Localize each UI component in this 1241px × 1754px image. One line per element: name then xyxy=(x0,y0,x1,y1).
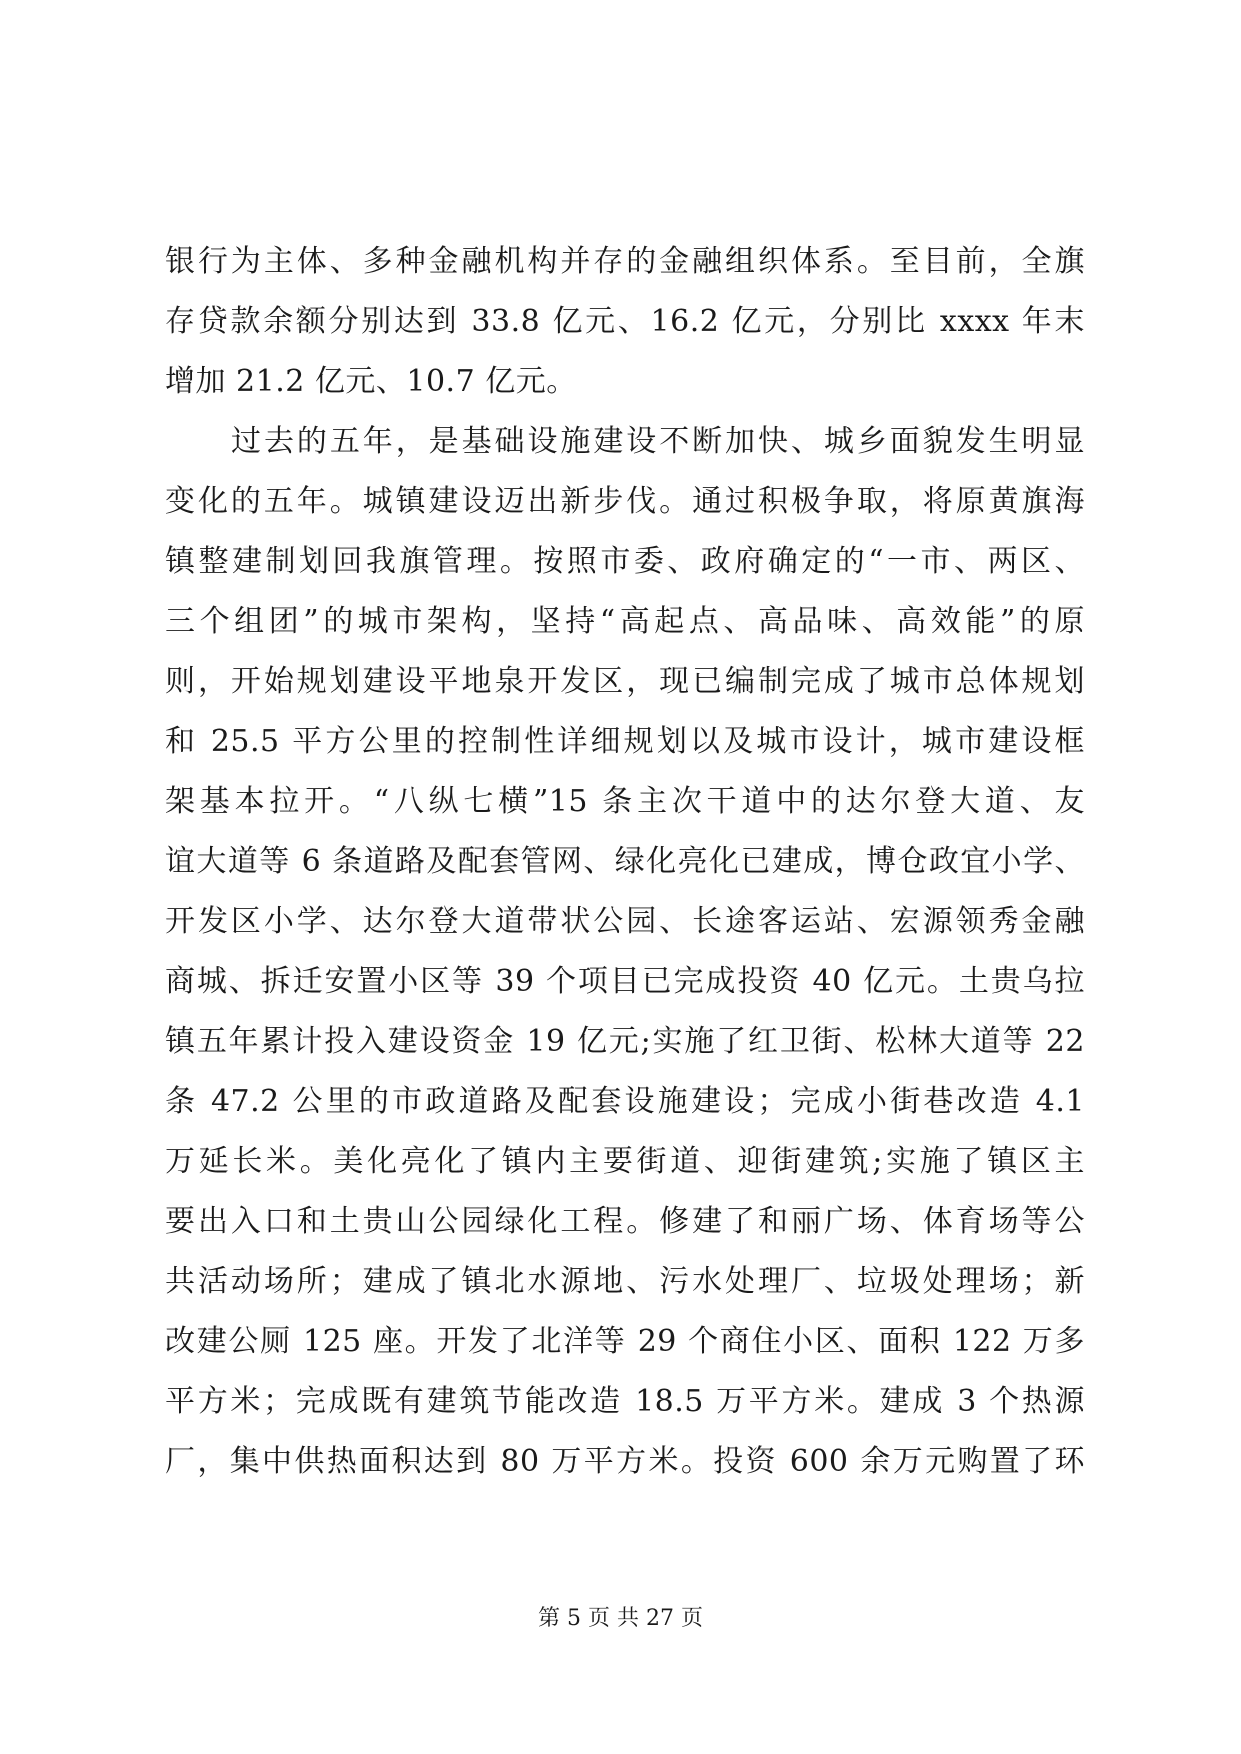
text-line: 开发区小学、达尔登大道带状公园、长途客运站、宏源领秀金融 xyxy=(165,904,1085,939)
text-line: 改建公厕 125 座。开发了北洋等 29 个商住小区、面积 122 万多 xyxy=(165,1324,1085,1359)
text-line: 万延长米。美化亮化了镇内主要街道、迎街建筑;实施了镇区主 xyxy=(165,1144,1085,1179)
text-line: 共活动场所；建成了镇北水源地、污水处理厂、垃圾处理场；新 xyxy=(165,1264,1085,1299)
body-text xyxy=(165,232,1085,1492)
text-line: 增加 21.2 亿元、10.7 亿元。 xyxy=(165,364,577,399)
text-line: 则，开始规划建设平地泉开发区，现已编制完成了城市总体规划 xyxy=(165,664,1085,699)
text-line: 条 47.2 公里的市政道路及配套设施建设；完成小街巷改造 4.1 xyxy=(165,1084,1085,1119)
page-footer: 第 5 页 共 27 页 xyxy=(538,1606,703,1631)
text-line: 要出入口和土贵山公园绿化工程。修建了和丽广场、体育场等公 xyxy=(165,1204,1085,1239)
text-line: 平方米；完成既有建筑节能改造 18.5 万平方米。建成 3 个热源 xyxy=(165,1384,1085,1419)
paragraph-start-line: 过去的五年，是基础设施建设不断加快、城乡面貌发生明显 xyxy=(231,424,1085,459)
text-line: 和 25.5 平方公里的控制性详细规划以及城市设计，城市建设框 xyxy=(165,724,1085,759)
text-line: 镇整建制划回我旗管理。按照市委、政府确定的“一市、两区、 xyxy=(165,544,1085,579)
text-line: 存贷款余额分别达到 33.8 亿元、16.2 亿元，分别比 xxxx 年末 xyxy=(165,304,1085,339)
text-line: 镇五年累计投入建设资金 19 亿元;实施了红卫街、松林大道等 22 xyxy=(165,1024,1085,1059)
text-line: 厂，集中供热面积达到 80 万平方米。投资 600 余万元购置了环 xyxy=(165,1444,1085,1479)
text-line: 谊大道等 6 条道路及配套管网、绿化亮化已建成，博仓政宜小学、 xyxy=(165,844,1085,879)
text-line: 架基本拉开。“八纵七横”15 条主次干道中的达尔登大道、友 xyxy=(165,784,1085,819)
text-line: 商城、拆迁安置小区等 39 个项目已完成投资 40 亿元。土贵乌拉 xyxy=(165,964,1085,999)
text-line: 银行为主体、多种金融机构并存的金融组织体系。至目前，全旗 xyxy=(165,244,1085,279)
text-line: 变化的五年。城镇建设迈出新步伐。通过积极争取，将原黄旗海 xyxy=(165,484,1085,519)
text-line: 三个组团”的城市架构，坚持“高起点、高品味、高效能”的原 xyxy=(165,604,1085,639)
